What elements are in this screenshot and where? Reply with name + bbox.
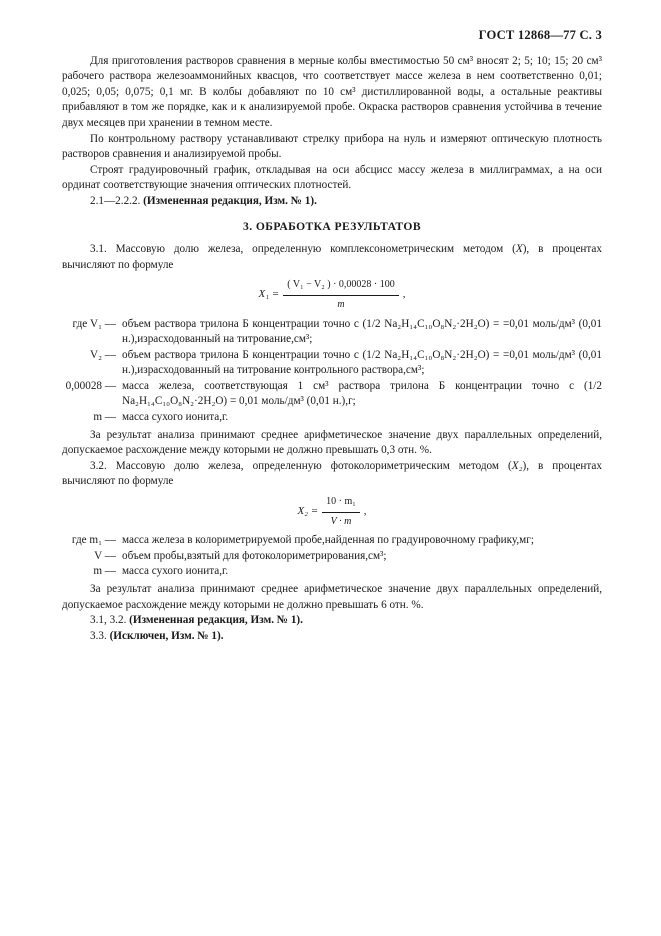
- definitions-x1: [62, 317, 602, 426]
- paragraph-reference-solutions: Для приготовления растворов сравнения в мерные колбы вместимостью 50 см³ вносят 2; 5; 10; 15; 20 см³ рабочего раствора железоаммонийных квасцов, что соответствует массе железа в нем соответственно 0,01; 0,025; 0,05; 0,075; 0,1 мг. В колбы добавляют по 10 см³ дистиллированной воды, а остальные реактивы прибавляют в том же порядке, как и к анализируемой пробе. Окраска растворов сравнения устойчива в течение двух месяцев при хранении в темном месте.: [62, 54, 602, 129]
- paragraph-result-x2: За результат анализа принимают среднее арифметическое значение двух параллельных определений, допускаемое расхождение между которыми не должно превышать 6 отн. %.: [62, 583, 602, 611]
- definition-text: объем раствора трилона Б концентрации точно c (1/2 Na₂H₁₄C₁₀O₈N₂·2H₂O) = =0,01 моль/дм³ (0,01 н.),израсходованный на титрование контрольного раствора,см³;: [122, 348, 602, 377]
- definition-row: [62, 348, 602, 379]
- excluded-note: (Исключен, Изм. № 1).: [109, 629, 224, 642]
- s32-variable: X₂: [511, 459, 523, 472]
- excluded-ref: 3.3.: [90, 629, 107, 642]
- formula-x2-tail: ,: [363, 504, 367, 517]
- definition-text: объем раствора трилона Б концентрации точно c (1/2 Na₂H₁₄C₁₀O₈N₂·2H₂O) = =0,01 моль/дм³ (0,01 н.),израсходованный на титрование,см³;: [122, 317, 602, 346]
- paragraph-result-x1: За результат анализа принимают среднее арифметическое значение двух параллельных определений, допускаемое расхождение между которыми не должно превышать 0,3 отн. %.: [62, 428, 602, 457]
- definition-label: 0,00028 —: [65, 379, 116, 392]
- formula-x1-fraction: [283, 277, 399, 312]
- paragraph-calibration-graph: Строят градуировочный график, откладывая на оси абсцисс массу железа в миллиграммах, а на оси ординат соответствующие значения оптических плотностей.: [62, 163, 602, 192]
- paragraph-zero-setting: По контрольному раствору устанавливают стрелку прибора на нуль и измеряют оптическую плотность растворов сравнения и анализируемой пробы.: [62, 132, 602, 161]
- formula-x2-lhs: X₂ =: [297, 504, 319, 517]
- paragraph-amendment-3: [62, 613, 602, 629]
- s32-text-a: 3.2. Массовую долю железа, определенную фотоколориметрическим методом (: [90, 459, 512, 472]
- formula-x2: [62, 494, 602, 529]
- amendment-ref: 3.1, 3.2.: [90, 614, 127, 627]
- definitions-x2: [62, 533, 602, 580]
- document-page: [62, 28, 602, 644]
- amendment-note: (Измененная редакция, Изм. № 1).: [129, 614, 303, 627]
- section-title: 3. ОБРАБОТКА РЕЗУЛЬТАТОВ: [243, 219, 421, 233]
- definition-row: [62, 410, 602, 426]
- definition-label: m —: [93, 411, 116, 424]
- formula-x1-denominator: m: [337, 298, 345, 310]
- formula-x1-lhs: X₁ =: [258, 288, 280, 301]
- definition-text: масса железа, соответствующая 1 см³ раствора трилона Б концентрации точно c (1/2 Na₂H₁₄C₁₀O₈N₂·2H₂O) = 0,01 моль/дм³ (0,01 н.),г;: [122, 379, 602, 408]
- paragraph-3-2: [62, 459, 602, 490]
- definition-label: V —: [94, 549, 116, 562]
- definition-label: V₂ —: [90, 348, 116, 361]
- definition-text: масса железа в колориметрируемой пробе,найденная по градуировочному графику,мг;: [122, 534, 534, 547]
- definition-text: масса сухого ионита,г.: [122, 565, 229, 578]
- formula-x2-numerator: 10 · m₁: [322, 494, 360, 513]
- s32-text-b: ), в процентах вычисляют по формуле: [62, 459, 602, 488]
- amendment-note: (Измененная редакция, Изм. № 1).: [143, 194, 317, 207]
- paragraph-3-1: [62, 242, 602, 273]
- definition-row: [62, 379, 602, 410]
- definition-label: где m₁ —: [71, 534, 116, 547]
- amendment-ref: 2.1—2.2.2.: [90, 194, 141, 207]
- paragraph-excluded-3-3: [62, 629, 602, 645]
- definition-text: масса сухого ионита,г.: [122, 411, 229, 424]
- formula-x1: [62, 277, 602, 312]
- s31-text-a: 3.1. Массовую долю железа, определенную комплексонометрическим методом (: [90, 243, 516, 256]
- formula-x1-tail: ,: [402, 288, 406, 301]
- definition-row: [62, 549, 602, 565]
- s31-text-b: ), в процентах вычисляют по формуле: [62, 243, 602, 271]
- formula-x2-fraction: [322, 494, 360, 529]
- definition-row: [62, 317, 602, 348]
- definition-row: [62, 564, 602, 580]
- s31-variable: X: [515, 243, 523, 256]
- formula-x2-denominator: V · m: [330, 515, 352, 527]
- definition-text: объем пробы,взятый для фотоколориметрирования,см³;: [122, 549, 387, 562]
- definition-label: где V₁ —: [72, 317, 116, 330]
- definition-label: m —: [93, 565, 116, 578]
- formula-x1-numerator: ( V₁ − V₂ ) · 0,00028 · 100: [283, 277, 399, 296]
- paragraph-amendment-2: [62, 194, 602, 210]
- definition-row: [62, 533, 602, 549]
- page-header: ГОСТ 12868—77 С. 3: [478, 28, 602, 42]
